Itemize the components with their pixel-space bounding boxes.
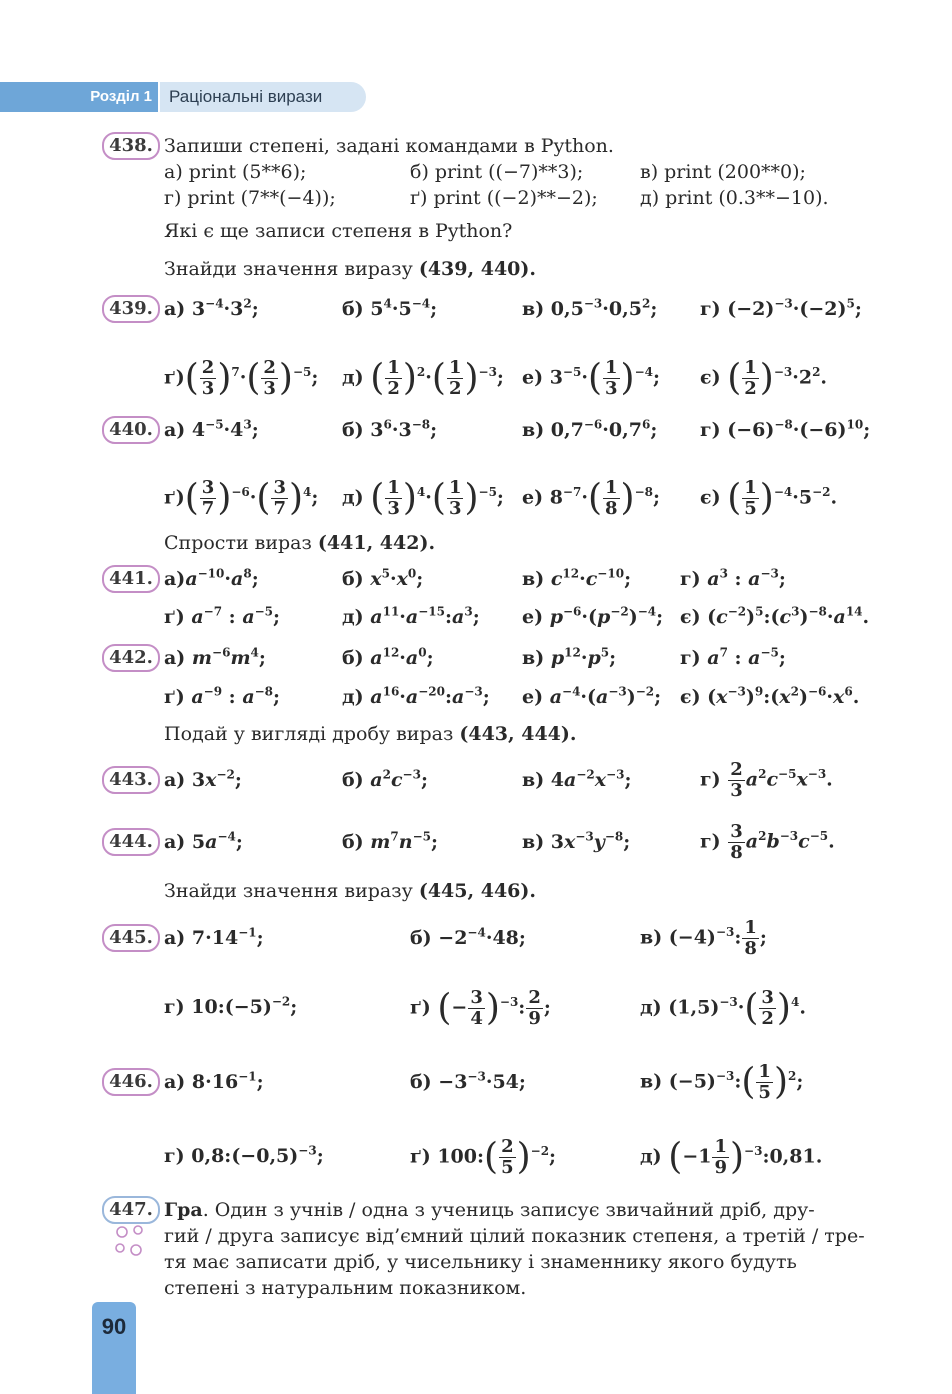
ex438-a: а) print (5**6); <box>164 161 307 183</box>
instruction-refs: (439, 440). <box>418 258 536 280</box>
section-label: Розділ 1 <box>0 82 158 112</box>
ex439-b: б) $5^4\cdot 5^{-4}$; <box>342 296 438 320</box>
ex444-b: б) $m^7n^{-5}$; <box>342 829 438 853</box>
ex443-a: а) $3x^{-2}$; <box>164 767 242 791</box>
ex438-b: б) print ((−7)**3); <box>410 161 584 183</box>
ex441-gg: ґ) $a^{-7}$ : $a^{-5}$; <box>164 604 281 628</box>
exercise-number-446: 446. <box>102 1068 160 1096</box>
section-header <box>0 82 366 112</box>
ex446-gg: ґ) 100:( $\frac{2}{5}$ )$^{-2}$; <box>410 1136 557 1178</box>
instruction-text: Спрости вираз <box>164 532 318 554</box>
ex440-v: в) $0,7^{-6}\cdot 0,7^6$; <box>522 417 658 441</box>
ex445-v: в) $(-4)^{-3}$: $\frac{1}{8}$ ; <box>640 917 767 959</box>
ex442-b: б) $a^{12}\cdot a^0$; <box>342 645 434 669</box>
ex441-e: е) $p^{-6}\cdot(p^{-2})^{-4}$; <box>522 604 664 628</box>
page-number: 90 <box>101 1314 127 1339</box>
exercise-number-441: 441. <box>102 565 160 593</box>
ex447-line-4: степені з натуральним показником. <box>164 1277 527 1299</box>
ex442-v: в) $p^{12}\cdot p^5$; <box>522 645 617 669</box>
ex444-g: г) $\frac{3}{8}$ $a^2b^{-3}c^{-5}$. <box>700 821 835 863</box>
ex446-a: а) $8\cdot 16^{-1}$; <box>164 1069 264 1093</box>
exercise-number-447: 447. <box>102 1196 160 1224</box>
ex445-d: д) $(1,5)^{-3}\cdot$( $\frac{3}{2}$ )$^4$. <box>640 987 806 1029</box>
ex439-d: д) ( $\frac{1}{2}$ )$^2$·( $\frac{1}{2}$ )$^{-3}$; <box>342 357 504 399</box>
instruction-445-446 <box>164 878 536 904</box>
exercise-number-442: 442. <box>102 644 160 672</box>
ex441-d: д) $a^{11}\cdot a^{-15}:a^3$; <box>342 604 480 628</box>
ex447-line-2: гий / друга записує від’ємний цілий показник степеня, а третій / тре- <box>164 1225 865 1247</box>
exercise-number-445: 445. <box>102 924 160 952</box>
section-title: Раціональні вирази <box>160 82 366 112</box>
exercise-number-440: 440. <box>102 416 160 444</box>
ex447-line-1 <box>164 1197 815 1223</box>
ex442-a: а) $m^{-6}m^4$; <box>164 645 266 669</box>
ex438-gg: ґ) print ((−2)**−2); <box>410 187 598 209</box>
ex442-ye: є) $(x^{-3})^9:(x^2)^{-6}\cdot x^6$. <box>680 684 860 708</box>
ex443-b: б) $a^2c^{-3}$; <box>342 767 428 791</box>
ex440-d: д) ( $\frac{1}{3}$ )$^4$·( $\frac{1}{3}$ )$^{-5}$; <box>342 477 504 519</box>
ex445-g: г) $10:(-5)^{-2}$; <box>164 994 298 1018</box>
instruction-refs: (441, 442). <box>317 532 436 554</box>
ex441-a: $а)a^{-10}\cdot a^8$; <box>164 566 259 590</box>
ex446-d: д) (−1 $\frac{1}{9}$ )$^{-3}$:0,81. <box>640 1136 823 1178</box>
ex439-ye: є) ( $\frac{1}{2}$ )$^{-3}\cdot 2^2$. <box>700 357 828 399</box>
ex447-line-3: тя має записати дріб, у чисельнику і знаменнику якого будуть <box>164 1251 797 1273</box>
instruction-refs: (445, 446). <box>418 880 536 902</box>
ex441-v: в) $c^{12}\cdot c^{-10}$; <box>522 566 632 590</box>
ex446-v: в) $(-5)^{-3}$:( $\frac{1}{5}$ )$^2$; <box>640 1061 804 1103</box>
instruction-443-444 <box>164 721 577 747</box>
ex440-ye: є) ( $\frac{1}{5}$ )$^{-4}\cdot 5^{-2}$. <box>700 477 838 519</box>
instruction-text: Знайди значення виразу <box>164 880 419 902</box>
ex440-gg: ґ)( $\frac{3}{7}$ )$^{-6}$·( $\frac{3}{7}$ )$^4$; <box>164 477 319 519</box>
ex443-v: в) $4a^{-2}x^{-3}$; <box>522 767 632 791</box>
game-icon <box>112 1224 152 1260</box>
ex440-g: г) $(-6)^{-8}\cdot(-6)^{10}$; <box>700 417 871 441</box>
exercise-438-task: Запиши степені, задані командами в Python. <box>164 135 614 157</box>
ex441-ye: є) $(c^{-2})^5:(c^3)^{-8}\cdot a^{14}$. <box>680 604 870 628</box>
exercise-number-439: 439. <box>102 295 160 323</box>
instruction-439-440 <box>164 256 536 282</box>
ex447-text-1: . Один з учнів / одна з учениць записує звичайний дріб, дру- <box>202 1199 815 1221</box>
ex444-v: в) $3x^{-3}y^{-8}$; <box>522 829 631 853</box>
ex447-bold: Гра <box>164 1199 203 1221</box>
ex442-d: д) $a^{16}\cdot a^{-20}:a^{-3}$; <box>342 684 490 708</box>
ex441-g: г) $a^3$ : $a^{-3}$; <box>680 566 786 590</box>
ex438-d: д) print (0.3**−10). <box>640 187 829 209</box>
ex440-a: а) $4^{-5}\cdot 4^3$; <box>164 417 259 441</box>
ex446-g: г) $0,8:(-0,5)^{-3}$; <box>164 1143 324 1167</box>
ex439-a: а) $3^{-4}\cdot 3^2$; <box>164 296 259 320</box>
ex439-e: е) $3^{-5}\cdot$( $\frac{1}{3}$ )$^{-4}$; <box>522 357 660 399</box>
ex441-b: б) $x^5\cdot x^0$; <box>342 566 424 590</box>
ex446-b: $б) -3^{-3}\cdot 54$; <box>410 1069 526 1093</box>
ex442-g: г) $a^7$ : $a^{-5}$; <box>680 645 786 669</box>
ex445-b: $б) -2^{-4}\cdot 48$; <box>410 925 526 949</box>
ex438-question: Які є ще записи степеня в Python? <box>164 220 513 242</box>
ex442-e: е) $a^{-4}\cdot(a^{-3})^{-2}$; <box>522 684 662 708</box>
ex438-v: в) print (200**0); <box>640 161 806 183</box>
ex438-g: г) print (7**(−4)); <box>164 187 336 209</box>
ex445-gg: ґ) (− $\frac{3}{4}$ )$^{-3}$: $\frac{2}{9}$ ; <box>410 987 551 1029</box>
ex440-b: б) $3^6\cdot 3^{-8}$; <box>342 417 438 441</box>
ex445-a: а) $7\cdot 14^{-1}$; <box>164 925 264 949</box>
exercise-number-443: 443. <box>102 766 160 794</box>
exercise-number-438: 438. <box>102 132 160 160</box>
ex439-v: в) $0,5^{-3}\cdot 0,5^2$; <box>522 296 658 320</box>
ex442-gg: ґ) $a^{-9}$ : $a^{-8}$; <box>164 684 281 708</box>
ex439-gg: ґ)( $\frac{2}{3}$ )$^7$·( $\frac{2}{3}$ )$^{-5}$; <box>164 357 319 399</box>
ex443-g: г) $\frac{2}{3}$ $a^2c^{-5}x^{-3}$. <box>700 759 833 801</box>
instruction-text: Подай у вигляді дробу вираз <box>164 723 460 745</box>
exercise-number-444: 444. <box>102 828 160 856</box>
instruction-refs: (443, 444). <box>459 723 577 745</box>
ex439-g: г) $(-2)^{-3}\cdot(-2)^5$; <box>700 296 862 320</box>
instruction-441-442 <box>164 530 435 556</box>
ex440-e: е) $8^{-7}\cdot$( $\frac{1}{8}$ )$^{-8}$; <box>522 477 660 519</box>
ex444-a: а) $5a^{-4}$; <box>164 829 243 853</box>
instruction-text: Знайди значення виразу <box>164 258 419 280</box>
